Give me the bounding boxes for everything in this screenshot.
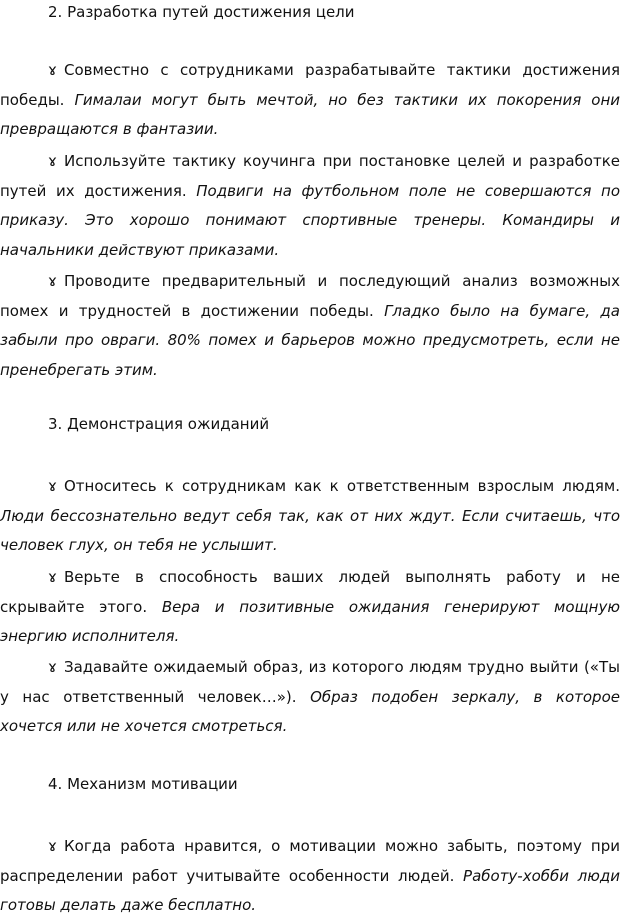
italic-text: пренебрегать этим. — [0, 360, 158, 379]
body-text: распределении работ учитывайте особенности людей. — [0, 866, 464, 885]
text-line — [0, 593, 620, 623]
italic-text: готовы делать даже бесплатно. — [0, 896, 257, 914]
text-line — [0, 267, 620, 297]
text-line — [0, 236, 620, 266]
text-line — [0, 177, 620, 207]
bullet-icon: ɤ — [48, 61, 57, 79]
italic-text: Люди бессознательно ведут себя так, как от них ждут. Если считаешь, что — [0, 506, 620, 525]
text-line — [0, 832, 620, 862]
bullet-icon: ɤ — [48, 837, 57, 855]
section-heading: 3. Демонстрация ожиданий — [48, 415, 270, 433]
paragraph — [0, 56, 620, 145]
text-line — [0, 115, 620, 145]
text-line — [0, 891, 620, 921]
text-line — [0, 502, 620, 532]
bullet-icon: ɤ — [48, 658, 57, 676]
text-line — [0, 86, 620, 116]
bullet-icon: ɤ — [48, 477, 57, 495]
body-text: у нас ответственный человек…»). — [0, 687, 311, 706]
text-line — [0, 712, 620, 742]
bullet-icon: ɤ — [48, 272, 57, 290]
body-text: скрывайте этого. — [0, 597, 162, 616]
bullet-icon: ɤ — [48, 568, 57, 586]
italic-text: забыли про овраги. 80% помех и барьеров можно предусмотреть, если не — [0, 331, 620, 349]
text-line — [0, 531, 620, 561]
italic-text: Образ подобен зеркалу, в которое — [310, 687, 620, 706]
paragraph — [0, 563, 620, 652]
bullet-icon: ɤ — [48, 152, 57, 170]
italic-text: Гладко было на бумаге, да — [384, 301, 620, 320]
italic-text: Подвиги на футбольном поле не совершаются по — [196, 181, 620, 200]
text-line — [0, 297, 620, 327]
body-text: Совместно с сотрудниками разрабатывайте тактики достижения — [64, 61, 620, 79]
text-line — [0, 862, 620, 892]
body-text: Верьте в способность ваших людей выполнять работу и не — [64, 568, 620, 586]
italic-text: превращаются в фантазии. — [0, 120, 219, 138]
italic-text: Гималаи могут быть мечтой, но без тактики их покорения они — [74, 90, 620, 109]
text-line — [0, 653, 620, 683]
italic-text: Вера и позитивные ожидания генерируют мощную — [161, 597, 620, 616]
text-line — [0, 56, 620, 86]
text-line — [0, 622, 620, 652]
paragraph — [0, 267, 620, 385]
body-text: помех и трудностей в достижении победы. — [0, 301, 385, 320]
body-text: Когда работа нравится, о мотивации можно забыть, поэтому при — [64, 837, 620, 855]
paragraph — [0, 653, 620, 742]
body-text: Относитесь к сотрудникам как к ответственным взрослым людям. — [64, 477, 620, 495]
paragraph — [0, 472, 620, 561]
paragraph — [0, 832, 620, 921]
italic-text: человек глух, он тебя не услышит. — [0, 536, 278, 554]
body-text: Задавайте ожидаемый образ, из которого людям трудно выйти («Ты — [64, 658, 620, 676]
section-heading: 4. Механизм мотивации — [48, 775, 238, 793]
text-line — [0, 472, 620, 502]
text-line — [0, 147, 620, 177]
section-heading: 2. Разработка путей достижения цели — [48, 3, 355, 21]
body-text: Используйте тактику коучинга при постановке целей и разработке — [64, 152, 620, 170]
text-line — [0, 326, 620, 356]
body-text: победы. — [0, 90, 75, 109]
italic-text: хочется или не хочется смотреться. — [0, 717, 288, 735]
paragraph — [0, 147, 620, 265]
italic-text: энергию исполнителя. — [0, 627, 180, 645]
italic-text: приказу. Это хорошо понимают спортивные тренеры. Командиры и — [0, 211, 620, 229]
text-line — [0, 683, 620, 713]
italic-text: Работу-хобби люди — [463, 866, 620, 885]
body-text: путей их достижения. — [0, 181, 197, 200]
text-line — [0, 563, 620, 593]
text-line — [0, 356, 620, 386]
text-line — [0, 206, 620, 236]
body-text: Проводите предварительный и последующий анализ возможных — [64, 272, 620, 290]
italic-text: начальники действуют приказами. — [0, 240, 280, 259]
